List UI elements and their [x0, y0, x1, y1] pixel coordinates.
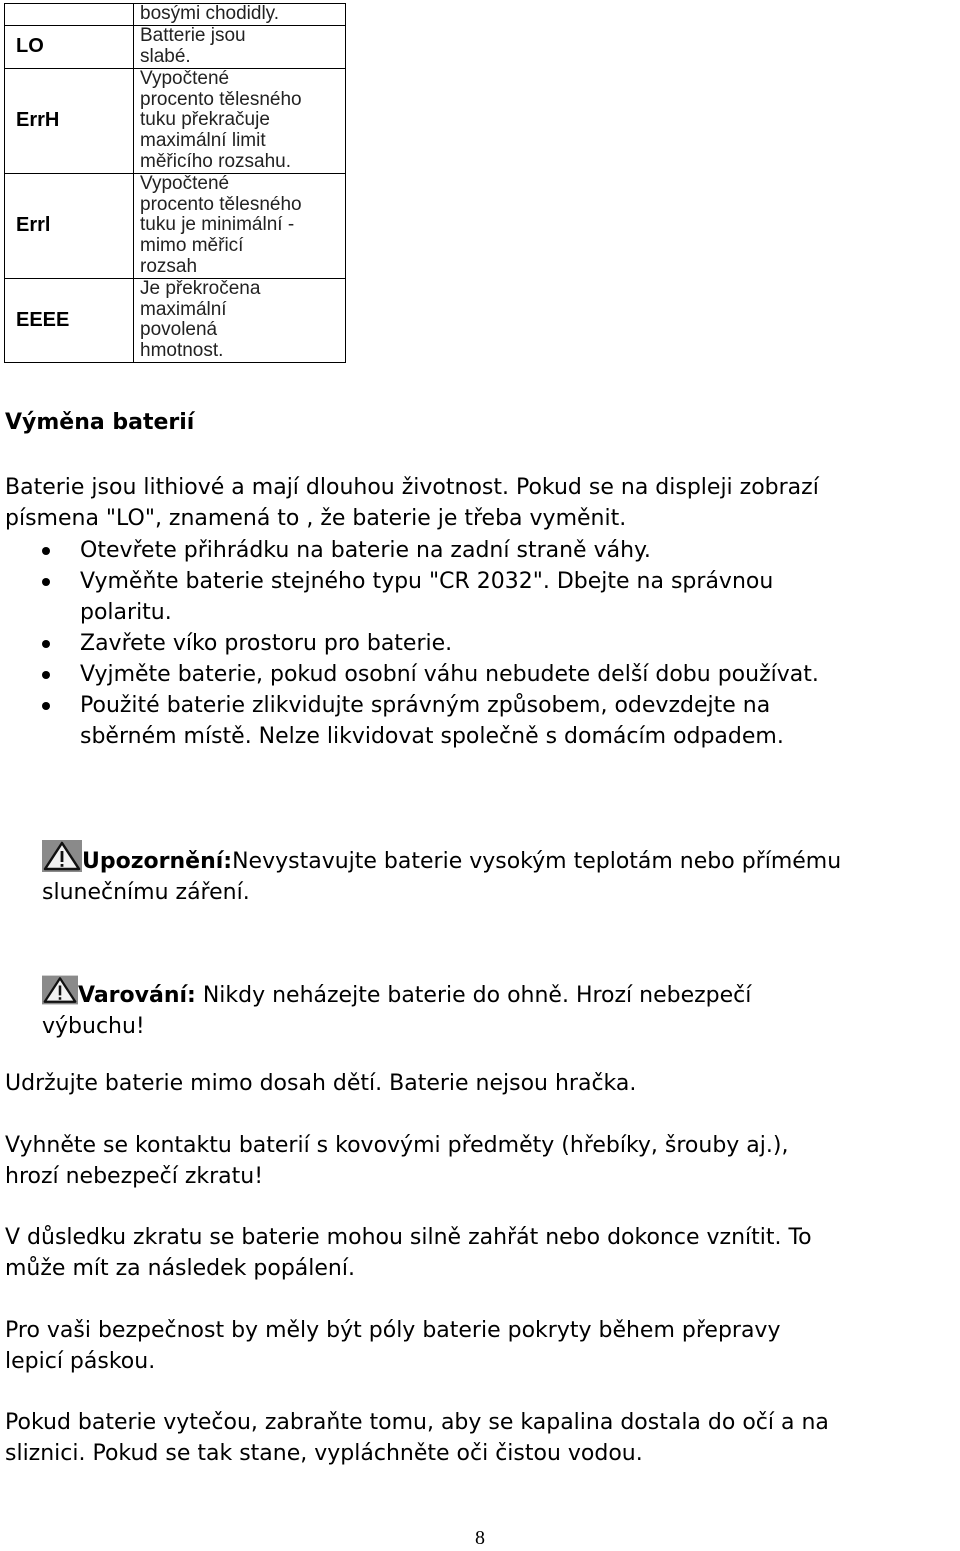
paragraph-line: může mít za následek popálení. — [5, 1256, 355, 1281]
list-item-text: polaritu. — [80, 600, 172, 625]
list-item-text: Otevřete přihrádku na baterie na zadní straně váhy. — [80, 538, 651, 563]
table-row — [5, 25, 346, 68]
paragraph-line: Udržujte baterie mimo dosah dětí. Baterie nejsou hračka. — [5, 1071, 637, 1096]
list-item — [0, 659, 960, 690]
warning-text: Nikdy neházejte baterie do ohně. Hrozí nebezpečí — [195, 983, 752, 1008]
desc-line: Je překročena — [140, 277, 261, 299]
list-item — [0, 535, 960, 566]
desc-line: procento tělesného — [140, 193, 302, 215]
paragraph-line: sliznici. Pokud se tak stane, vypláchněte oči čistou vodou. — [5, 1441, 643, 1466]
paragraph-line: hrozí nebezpečí zkratu! — [5, 1164, 264, 1189]
list-item-text: Zavřete víko prostoru pro baterie. — [80, 631, 453, 656]
list-item-text: Vyměňte baterie stejného typu "CR 2032". Dbejte na správnou — [80, 569, 774, 594]
error-code: ErrH — [5, 68, 134, 173]
error-code — [5, 4, 134, 26]
section-heading: Výměna baterií — [5, 410, 195, 435]
bullet-icon — [42, 671, 50, 679]
list-item — [0, 690, 960, 752]
desc-line: hmotnost. — [140, 339, 224, 361]
list-item — [0, 566, 960, 628]
safety-paragraph — [5, 1407, 960, 1469]
caution-text: slunečnímu záření. — [42, 880, 250, 905]
bullet-icon — [42, 578, 50, 586]
error-code-table — [4, 3, 346, 363]
error-description — [134, 4, 346, 26]
desc-line: bosými chodidly. — [140, 3, 280, 24]
paragraph-line: Vyhněte se kontaktu baterií s kovovými předměty (hřebíky, šrouby aj.), — [5, 1133, 789, 1158]
table-row — [5, 278, 346, 362]
desc-line: tuku je minimální - — [140, 214, 295, 236]
caution-label: Upozornění: — [82, 849, 233, 874]
safety-paragraph — [5, 1130, 960, 1192]
paragraph-line: V důsledku zkratu se baterie mohou silně zahřát nebo dokonce vznítit. To — [5, 1225, 812, 1250]
paragraph-line: Pokud baterie vytečou, zabraňte tomu, aby se kapalina dostala do očí a na — [5, 1410, 829, 1435]
desc-line: Vypočtené — [140, 172, 230, 194]
safety-paragraph — [5, 1315, 960, 1377]
list-item-text: Vyjměte baterie, pokud osobní váhu nebudete delší dobu používat. — [80, 662, 819, 687]
caution-text: Nevystavujte baterie vysokým teplotám nebo přímému — [232, 849, 842, 874]
caution-notice — [42, 840, 960, 908]
warning-notice — [42, 974, 960, 1042]
desc-line: mimo měřicí — [140, 235, 244, 257]
error-description — [134, 68, 346, 173]
table-row — [5, 4, 346, 26]
error-description — [134, 25, 346, 68]
intro-line: písmena "LO", znamená to , že baterie je třeba vyměnit. — [5, 506, 627, 531]
error-code: Errl — [5, 173, 134, 278]
safety-paragraph — [5, 1068, 960, 1099]
error-code: EEEE — [5, 278, 134, 362]
desc-line: rozsah — [140, 255, 198, 277]
warning-text: výbuchu! — [42, 1014, 145, 1039]
bullet-icon — [42, 640, 50, 648]
desc-line: slabé. — [140, 45, 191, 67]
list-item-text: sběrném místě. Nelze likvidovat společně s domácím odpadem. — [80, 724, 784, 749]
desc-line: tuku překračuje — [140, 109, 270, 131]
warning-label: Varování: — [78, 983, 196, 1008]
list-item — [0, 628, 960, 659]
desc-line: maximální — [140, 298, 227, 320]
warning-triangle-icon — [42, 974, 78, 1006]
paragraph-line: lepicí páskou. — [5, 1349, 156, 1374]
desc-line: procento tělesného — [140, 88, 302, 110]
paragraph-line: Pro vaši bezpečnost by měly být póly baterie pokryty během přepravy — [5, 1318, 781, 1343]
instruction-list — [0, 535, 960, 752]
desc-line: maximální limit — [140, 130, 266, 152]
table-row — [5, 173, 346, 278]
page-number: 8 — [475, 1527, 485, 1549]
intro-line: Baterie jsou lithiové a mají dlouhou životnost. Pokud se na displeji zobrazí — [5, 475, 819, 500]
intro-paragraph — [5, 472, 960, 534]
error-description — [134, 278, 346, 362]
desc-line: povolená — [140, 319, 218, 341]
bullet-icon — [42, 547, 50, 555]
desc-line: Vypočtené — [140, 67, 230, 89]
error-code: LO — [5, 25, 134, 68]
bullet-icon — [42, 702, 50, 710]
error-description — [134, 173, 346, 278]
warning-triangle-icon — [42, 840, 82, 872]
desc-line: Batterie jsou — [140, 25, 246, 46]
safety-paragraph — [5, 1222, 960, 1284]
table-row — [5, 68, 346, 173]
desc-line: měřicího rozsahu. — [140, 150, 292, 172]
list-item-text: Použité baterie zlikvidujte správným způsobem, odevzdejte na — [80, 693, 771, 718]
